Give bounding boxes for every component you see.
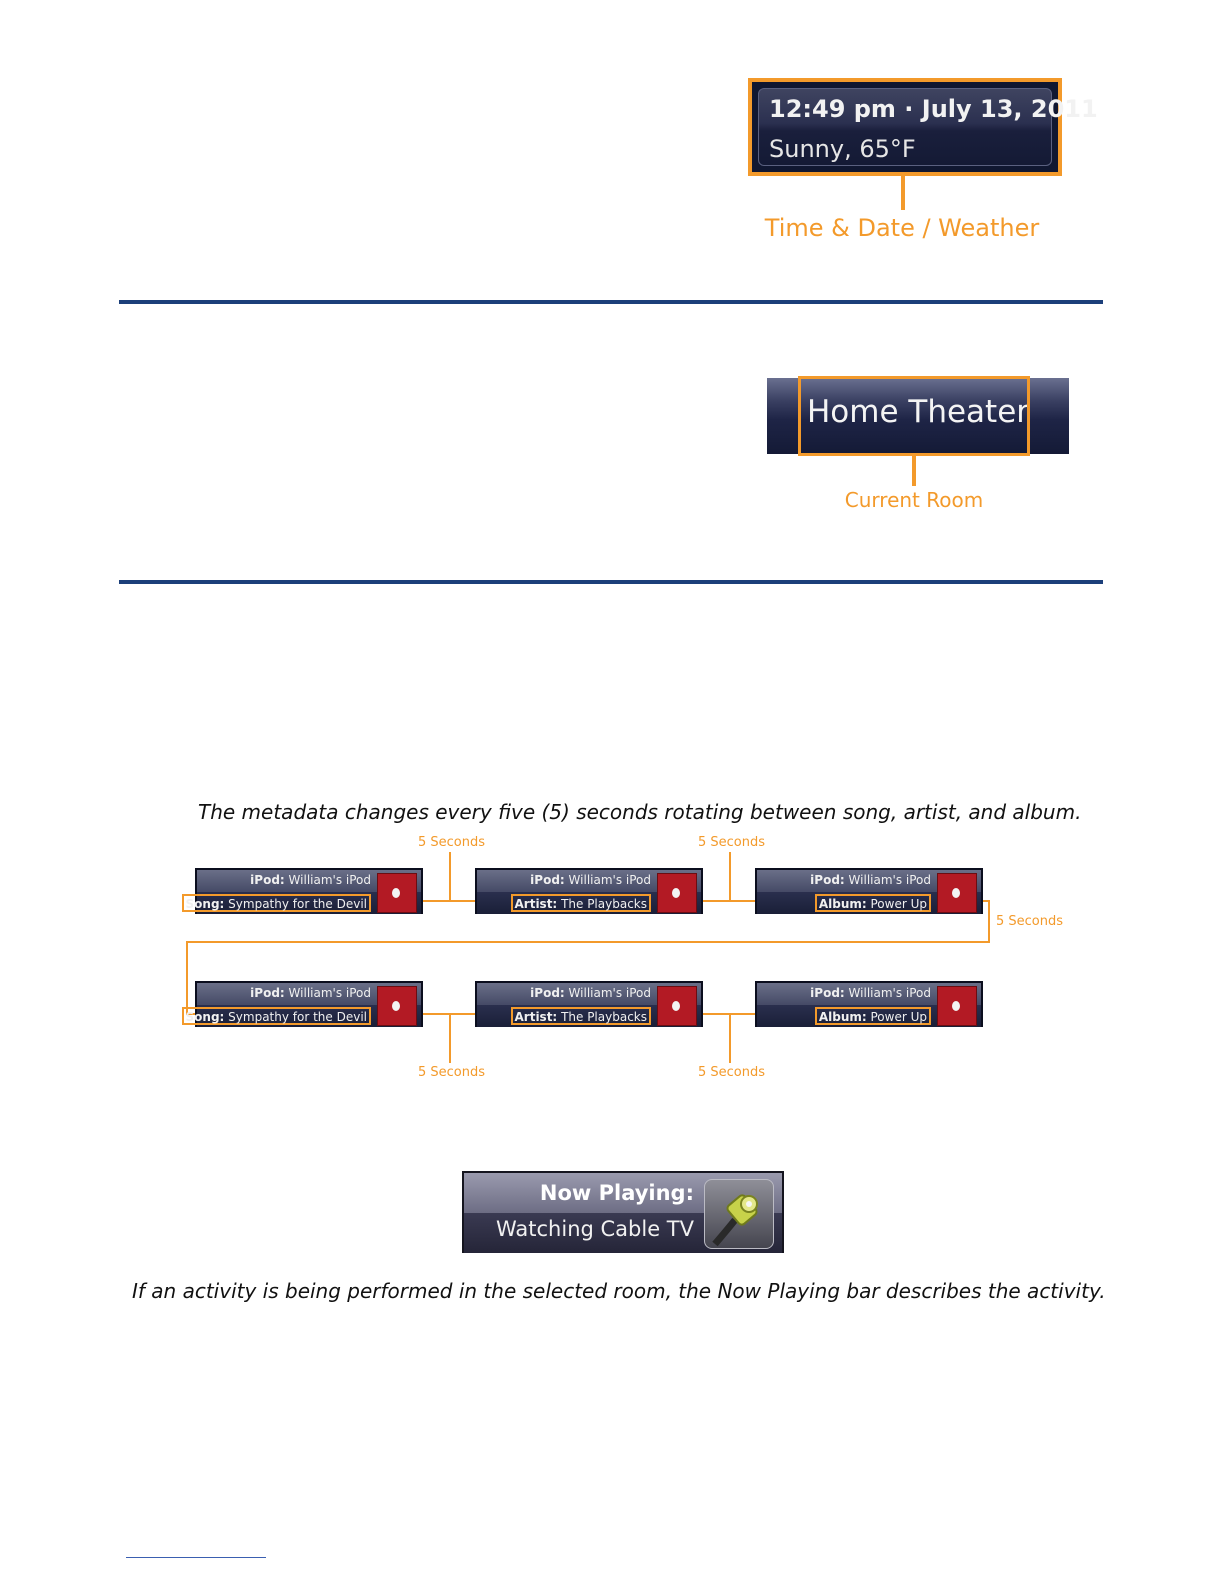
cable-connector-icon: [705, 1180, 773, 1248]
activity-text: Watching Cable TV: [495, 1217, 694, 1241]
logo-icon: [952, 1001, 960, 1011]
flow-line: [729, 1013, 731, 1063]
metadata-text: Artist: The Playbacks: [511, 1007, 652, 1025]
now-playing-bar-song: [185, 981, 423, 1027]
time-date-text: 12:49 pm · July 13, 2011: [769, 95, 1098, 123]
metadata-text: Song: Sympathy for the Devil: [182, 894, 371, 912]
album-art: [657, 986, 697, 1026]
interval-label: 5 Seconds: [418, 1065, 486, 1080]
flow-line: [449, 1013, 451, 1063]
time-weather-callout: Time & Date / Weather: [764, 214, 1040, 242]
room-highlight: [798, 376, 1030, 456]
current-room-callout: Current Room: [844, 488, 984, 512]
source-text: iPod: William's iPod: [530, 873, 651, 887]
flow-line: [449, 852, 451, 900]
now-playing-bar-song: [185, 868, 423, 914]
now-playing-bar-artist: [475, 868, 703, 914]
now-playing-bar-artist: [475, 981, 703, 1027]
logo-icon: [672, 888, 680, 898]
flow-line: [702, 1013, 760, 1015]
album-art: [377, 986, 417, 1026]
now-playing-bar-album: [755, 981, 983, 1027]
flow-line: [186, 941, 990, 943]
room-name: Home Theater: [806, 394, 1030, 430]
logo-icon: [392, 1001, 400, 1011]
metadata-text: Song: Sympathy for the Devil: [182, 1007, 371, 1025]
now-playing-activity-bar: [462, 1171, 784, 1253]
source-text: iPod: William's iPod: [250, 986, 371, 1000]
now-playing-title: Now Playing:: [539, 1181, 694, 1205]
flow-line: [988, 900, 990, 942]
interval-label: 5 Seconds: [996, 914, 1064, 929]
interval-label: 5 Seconds: [698, 835, 766, 850]
flow-line: [420, 900, 478, 902]
logo-icon: [672, 1001, 680, 1011]
interval-label: 5 Seconds: [698, 1065, 766, 1080]
section-divider: [119, 580, 1103, 584]
metadata-text: Album: Power Up: [815, 1007, 931, 1025]
source-text: iPod: William's iPod: [810, 986, 931, 1000]
metadata-text: Album: Power Up: [815, 894, 931, 912]
source-text: iPod: William's iPod: [810, 873, 931, 887]
album-art: [657, 873, 697, 913]
source-text: iPod: William's iPod: [250, 873, 371, 887]
weather-text: Sunny, 65°F: [769, 135, 916, 163]
album-art: [937, 986, 977, 1026]
logo-icon: [392, 888, 400, 898]
time-weather-widget: [748, 78, 1098, 176]
callout-connector: [912, 456, 916, 486]
metadata-text: Artist: The Playbacks: [511, 894, 652, 912]
interval-label: 5 Seconds: [418, 835, 486, 850]
flow-line: [729, 852, 731, 900]
logo-icon: [952, 888, 960, 898]
cable-connector-icon: [704, 1179, 774, 1249]
flow-line: [186, 941, 188, 1015]
time-weather-panel: [758, 88, 1098, 166]
footnote-divider: [126, 1557, 266, 1558]
now-playing-bar-album: [755, 868, 983, 914]
source-text: iPod: William's iPod: [530, 986, 651, 1000]
section-divider: [119, 300, 1103, 304]
flow-line: [702, 900, 760, 902]
album-art: [937, 873, 977, 913]
metadata-caption: The metadata changes every five (5) seconds rotating between song, artist, and album.: [198, 800, 1082, 824]
activity-caption: If an activity is being performed in the selected room, the Now Playing bar describes the activity.: [132, 1279, 1106, 1303]
callout-connector: [901, 176, 905, 210]
album-art: [377, 873, 417, 913]
